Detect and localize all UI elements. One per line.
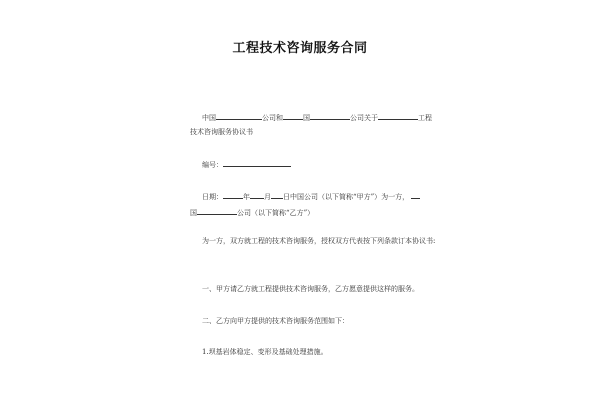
blank-field [283, 112, 303, 120]
blank-field [378, 112, 418, 120]
date-line [202, 191, 420, 202]
text-month: 月 [264, 193, 271, 201]
preamble-paragraph: 为一方，双方就工程的技术咨询服务，授权双方代表按下列条款订本协议书: [202, 237, 436, 245]
number-blank [223, 159, 291, 167]
blank-field [271, 191, 283, 199]
page-title: 工程技术咨询服务合同 [232, 41, 368, 56]
text-country: 国 [303, 114, 310, 122]
text-year: 年 [243, 193, 250, 201]
blank-field [197, 207, 237, 215]
text-china: 中国 [202, 114, 216, 122]
contract-number-line [202, 159, 291, 170]
clause-two: 二、乙方向甲方提供的技术咨询服务范围如下： [202, 317, 349, 325]
agreement-name-line: 技术咨询服务协议书 [190, 128, 253, 136]
blank-field [310, 112, 350, 120]
text-country: 国 [190, 209, 197, 217]
text-party-b: 公司（以下简称“乙方”） [237, 209, 315, 217]
party-b-line [190, 207, 314, 218]
clause-one: 一、甲方请乙方就工程提供技术咨询服务，乙方愿意提供这样的服务。 [202, 285, 419, 293]
text-company-and: 公司和 [262, 114, 283, 122]
text-party-a: 日中国公司（以下简称“甲方”）为一方， [283, 193, 410, 201]
clause-two-item-one: 1.坝基岩体稳定、变形及基础处理措施。 [202, 348, 328, 356]
number-label: 编号： [202, 161, 223, 169]
blank-field [216, 112, 262, 120]
text-company-regarding: 公司关于 [350, 114, 378, 122]
contract-parties-line [202, 112, 432, 123]
date-label: 日期： [202, 193, 223, 201]
blank-field [411, 191, 420, 199]
text-engineering: 工程 [418, 114, 432, 122]
blank-field [223, 191, 243, 199]
blank-field [250, 191, 264, 199]
